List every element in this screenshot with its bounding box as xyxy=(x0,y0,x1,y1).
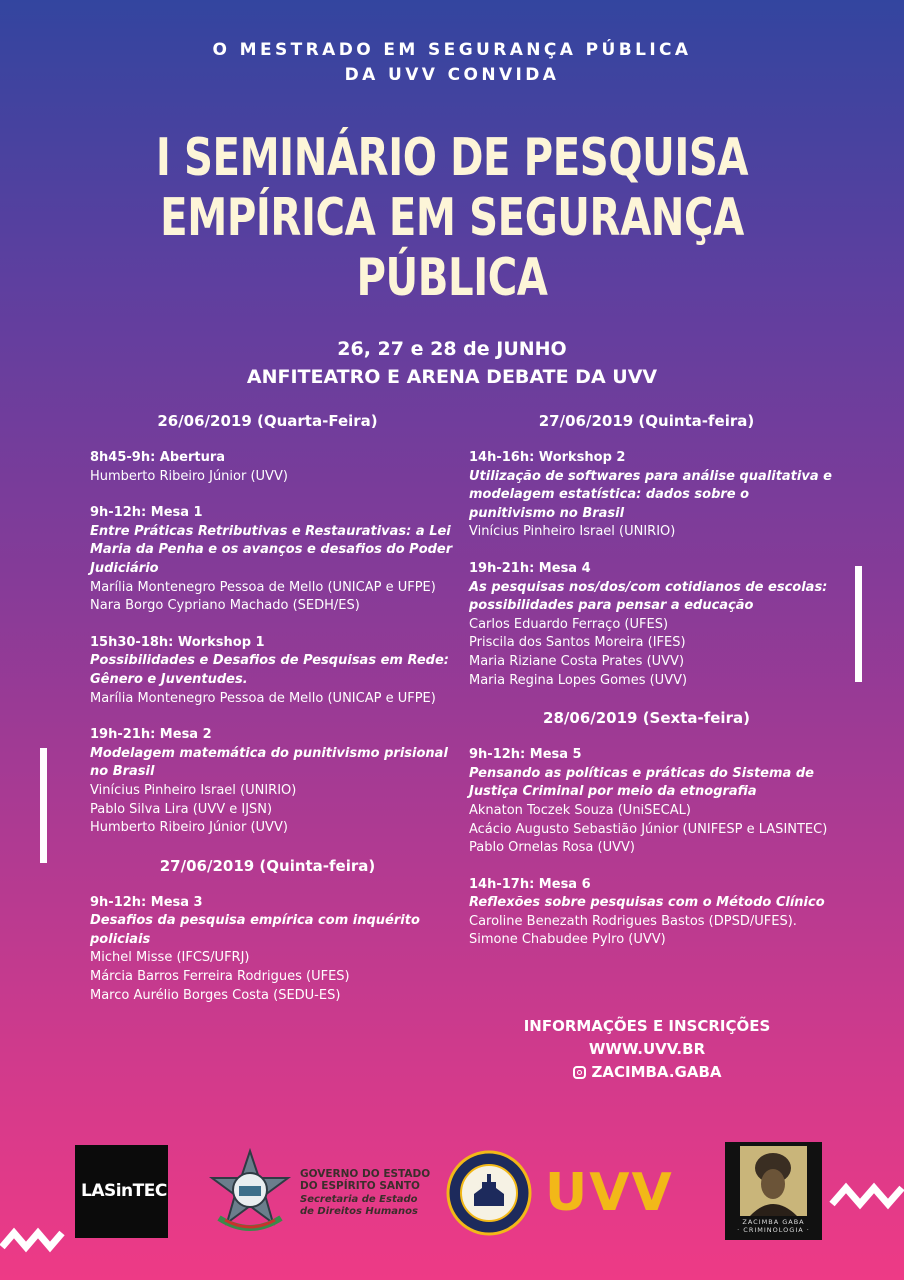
zacimba-portrait-icon xyxy=(740,1146,807,1216)
event-dates xyxy=(0,335,904,391)
session-title: Modelagem matemática do punitivismo prisional no Brasil xyxy=(90,745,448,780)
speaker-name: Maria Riziane Costa Prates (UVV) xyxy=(469,653,685,669)
speaker-name: Humberto Ribeiro Júnior (UVV) xyxy=(90,468,288,484)
schedule-session xyxy=(90,726,460,838)
event-title xyxy=(63,128,840,308)
speaker-name: Humberto Ribeiro Júnior (UVV) xyxy=(90,820,288,836)
gov-line-4: de Direitos Humanos xyxy=(300,1206,418,1217)
zacimba-caption xyxy=(725,1218,822,1234)
schedule-session xyxy=(90,504,460,616)
info-website-link[interactable]: WWW.UVV.BR xyxy=(588,1040,706,1058)
zacimba-gaba-logo xyxy=(725,1142,822,1240)
info-block xyxy=(470,1015,824,1084)
schedule-left-column xyxy=(90,411,460,1023)
schedule-session xyxy=(90,449,460,486)
speaker-name: Vinícius Pinheiro Israel (UNIRIO) xyxy=(469,524,676,540)
speaker-name: Caroline Benezath Rodrigues Bastos (DPSD/UFES). xyxy=(469,913,797,929)
speaker-name: Marília Montenegro Pessoa de Mello (UNICAP e UFPE) xyxy=(90,579,436,595)
schedule-session xyxy=(469,876,839,950)
session-title: Utilização de softwares para análise qualitativa e modelagem estatística: dados sobre o punitivismo no Brasil xyxy=(469,468,832,521)
speaker-name: Michel Misse (IFCS/UFRJ) xyxy=(90,950,250,966)
info-heading: INFORMAÇÕES E INSCRIÇÕES xyxy=(523,1017,771,1035)
session-time: 19h-21h: Mesa 2 xyxy=(90,727,212,743)
schedule-session xyxy=(90,894,460,1006)
session-time: 8h45-9h: Abertura xyxy=(90,450,226,465)
speaker-name: Pablo Ornelas Rosa (UVV) xyxy=(469,840,635,856)
gov-line-2: DO ESPÍRITO SANTO xyxy=(300,1180,420,1192)
schedule-right-column xyxy=(469,411,839,968)
decor-bar-left xyxy=(40,748,47,863)
session-title: Reflexões sobre pesquisas com o Método Clínico xyxy=(469,895,825,911)
speaker-name: Carlos Eduardo Ferraço (UFES) xyxy=(469,616,669,632)
lasintec-logo-text: LASinTEC xyxy=(81,1181,167,1201)
schedule-session xyxy=(90,634,460,708)
zigzag-decor-right xyxy=(828,1170,904,1220)
zigzag-decor-left xyxy=(0,1215,70,1265)
session-time: 9h-12h: Mesa 3 xyxy=(90,894,203,910)
session-time: 9h-12h: Mesa 5 xyxy=(469,747,582,763)
session-title: Entre Práticas Retributivas e Restaurativas: a Lei Maria da Penha e os avanços e desafios do Poder Judiciário xyxy=(90,523,453,576)
session-time: 15h30-18h: Workshop 1 xyxy=(90,634,265,650)
info-instagram[interactable] xyxy=(470,1061,824,1084)
government-logo-text xyxy=(300,1168,450,1218)
venue-line: ANFITEATRO E ARENA DEBATE DA UVV xyxy=(246,366,658,388)
zacimba-subtitle: · CRIMINOLOGIA · xyxy=(737,1226,810,1234)
session-time: 14h-17h: Mesa 6 xyxy=(469,876,591,892)
session-title: Possibilidades e Desafios de Pesquisas em Rede: Gênero e Juventudes. xyxy=(90,653,449,687)
invite-line-2: DA UVV CONVIDA xyxy=(344,65,560,85)
gov-line-1: GOVERNO DO ESTADO xyxy=(300,1168,431,1180)
session-time: 19h-21h: Mesa 4 xyxy=(469,560,591,576)
lasintec-logo xyxy=(75,1145,168,1238)
instagram-icon xyxy=(573,1066,586,1079)
day-heading: 28/06/2019 (Sexta-feira) xyxy=(543,709,750,728)
speaker-name: Vinícius Pinheiro Israel (UNIRIO) xyxy=(90,782,297,798)
day-heading: 27/06/2019 (Quinta-feira) xyxy=(159,856,376,875)
day-heading: 26/06/2019 (Quarta-Feira) xyxy=(157,412,378,430)
title-line-2: EMPÍRICA EM SEGURANÇA xyxy=(160,188,744,248)
speaker-name: Márcia Barros Ferreira Rodrigues (UFES) xyxy=(90,969,350,985)
title-line-1: I SEMINÁRIO DE PESQUISA xyxy=(155,128,749,188)
speaker-name: Simone Chabudee Pylro (UVV) xyxy=(469,932,666,948)
speaker-name: Acácio Augusto Sebastião Júnior (UNIFESP e LASINTEC) xyxy=(469,821,828,837)
uvv-logo-text: UVV xyxy=(545,1163,674,1223)
session-title: As pesquisas nos/dos/com cotidianos de escolas: possibilidades para pensar a educação xyxy=(469,579,828,614)
speaker-name: Nara Borgo Cypriano Machado (SEDH/ES) xyxy=(90,598,360,614)
speaker-name: Pablo Silva Lira (UVV e IJSN) xyxy=(90,801,273,817)
speaker-name: Maria Regina Lopes Gomes (UVV) xyxy=(469,672,688,688)
zacimba-name: ZACIMBA GABA xyxy=(742,1218,805,1226)
dates-line: 26, 27 e 28 de JUNHO xyxy=(337,338,567,360)
day-heading: 27/06/2019 (Quinta-feira) xyxy=(538,412,755,430)
speaker-name: Marília Montenegro Pessoa de Mello (UNICAP e UFPE) xyxy=(90,690,436,706)
title-line-3: PÚBLICA xyxy=(356,248,548,308)
espirito-santo-coat-of-arms-icon xyxy=(205,1148,295,1238)
session-title: Desafios da pesquisa empírica com inquérito policiais xyxy=(90,913,420,947)
invite-line-1: O MESTRADO EM SEGURANÇA PÚBLICA xyxy=(212,40,692,60)
schedule-session xyxy=(469,449,839,542)
invite-heading xyxy=(0,38,904,88)
uvv-seal-icon xyxy=(446,1150,532,1236)
session-title: Pensando as políticas e práticas do Sistema de Justiça Criminal por meio da etnografia xyxy=(469,765,814,800)
speaker-name: Marco Aurélio Borges Costa (SEDU-ES) xyxy=(90,987,341,1003)
schedule-session xyxy=(469,560,839,690)
schedule-session xyxy=(469,746,839,858)
instagram-handle: ZACIMBA.GABA xyxy=(591,1063,722,1081)
session-time: 14h-16h: Workshop 2 xyxy=(469,450,626,465)
speaker-name: Aknaton Toczek Souza (UniSECAL) xyxy=(469,802,691,818)
speaker-name: Priscila dos Santos Moreira (IFES) xyxy=(469,635,686,651)
session-time: 9h-12h: Mesa 1 xyxy=(90,505,203,521)
gov-line-3: Secretaria de Estado xyxy=(300,1194,418,1205)
decor-bar-right xyxy=(855,566,862,682)
